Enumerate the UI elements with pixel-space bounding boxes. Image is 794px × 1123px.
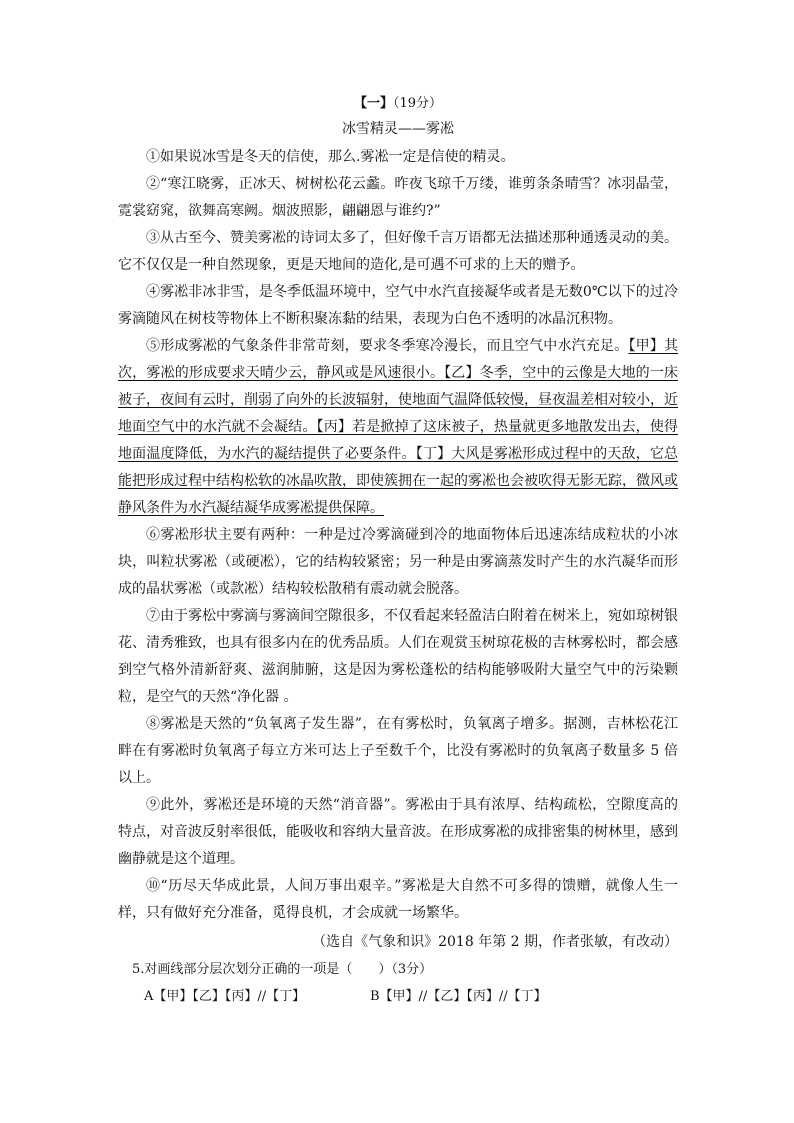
paragraph-8: ⑧雾凇是天然的“负氧离子发生器”，在有雾松时，负氧离子增多。据测，吉林松花江畔在有雾凇时负氧离子每立方米可达上子至数千个，比没有雾凇时的负氧离子数量多 5 倍以上。 xyxy=(118,716,678,786)
underlined-passage: 【甲】其次，雾凇的形成要求天晴少云，静风或是风速很小。【乙】冬季，空中的云像是大地的一床被子，夜间有云时，削弱了向外的长波辐射，使地面气温降低较慢，昼夜温差相对较小，近地面空气中的水汽就不会凝结。【丙】若是掀掉了这床被子，热量就更多地散发出去，使得地面温度降低，为水汽的凝结提供了必要条件。【丁】大风是雾凇形成过程中的天敌，它总能把形成过程中结构松软的冰晶吹散，即使簇拥在一起的雾凇也会被吹得无影无踪，微风或静风条件为水汽凝结凝华成雾凇提供保障。 xyxy=(118,338,679,516)
document-page xyxy=(118,92,678,1010)
paragraph-3: ③从古至今、赞美雾凇的诗词太多了，但好像千言万语都无法描述那种通透灵动的美。它不仅仅是一种自然现象，更是天地间的造化,是可遇不可求的上天的赠予。 xyxy=(118,230,678,273)
section-number: 【一】 xyxy=(353,96,393,111)
option-a: A【甲】【乙】【丙】//【丁】 xyxy=(144,989,306,1004)
question-5: 5.对画线部分层次划分正确的一项是（ ）（3分） xyxy=(132,962,433,977)
paragraph-5 xyxy=(118,333,678,522)
paragraph-9: ⑨此外，雾凇还是环境的天然“消音器”。雾凇由于具有浓厚、结构疏松，空隙度高的特点，对音波反射率很低，能吸收和容纳大量音波。在形成雾凇的成排密集的树林里，感到幽静就是这个道理。 xyxy=(118,797,678,867)
option-b: B【甲】//【乙】【丙】//【丁】 xyxy=(370,989,547,1004)
paragraph-1: ①如果说冰雪是冬天的信使，那么.雾凇一定是信使的精灵。 xyxy=(146,149,515,165)
section-header xyxy=(118,92,678,116)
source-citation: （选自《气象和识》2018 年第 2 期，作者张敏，有改动） xyxy=(312,934,678,950)
question-5-options xyxy=(144,983,678,1010)
paragraph-2: ②“寒江晓雾，正冰天、树树松花云蠡。昨夜飞琼千万缕，谁剪条条晴雪？冰羽晶莹，霓裳窈窕，欲舞高寒阙。烟波照影，翩翩恩与谁约?” xyxy=(118,176,678,219)
article-title: 冰雪精灵——雾凇 xyxy=(342,121,454,137)
paragraph-5-lead: ⑤形成雾凇的气象条件非常苛刻，要求冬季寒冷漫长，而且空气中水汽充足。 xyxy=(146,338,629,354)
paragraph-7: ⑦由于雾松中雾滴与雾滴间空隙很多，不仅看起来轻盈洁白附着在树米上，宛如琼树银花、清秀雅致，也具有很多内在的优秀品质。人们在观赏玉树琼花极的吉林雾松时，都会感到空气格外清新舒爽、滋润肺腑，这是因为雾松蓬松的结构能够吸附大量空气中的污染颗粒，是空气的天然“净化器 。 xyxy=(118,608,678,705)
paragraph-10: ⑩“历尽天华成此景，人间万事出艰辛。”雾凇是大自然不可多得的馈赠，就像人生一样，只有做好充分准备，觅得良机，才会成就一场繁华。 xyxy=(118,878,678,921)
paragraph-6: ⑥雾凇形状主要有两种：一种是过冷雾滴碰到冷的地面物体后迅速冻结成粒状的小冰块，叫粒状雾凇（或硬凇），它的结构较紧密；另一种是由雾滴蒸发时产生的水汽凝华而形成的晶状雾凇（或款凇）结构较松散稍有震动就会脱落。 xyxy=(118,527,678,597)
paragraph-4: ④雾凇非冰非雪，是冬季低温环境中，空气中水汽直接凝华或者是无数0℃以下的过冷雾滴随风在树枝等物体上不断积聚冻黏的结果，表现为白色不透明的冰晶沉积物。 xyxy=(118,284,678,327)
section-score: （19分） xyxy=(392,96,443,111)
